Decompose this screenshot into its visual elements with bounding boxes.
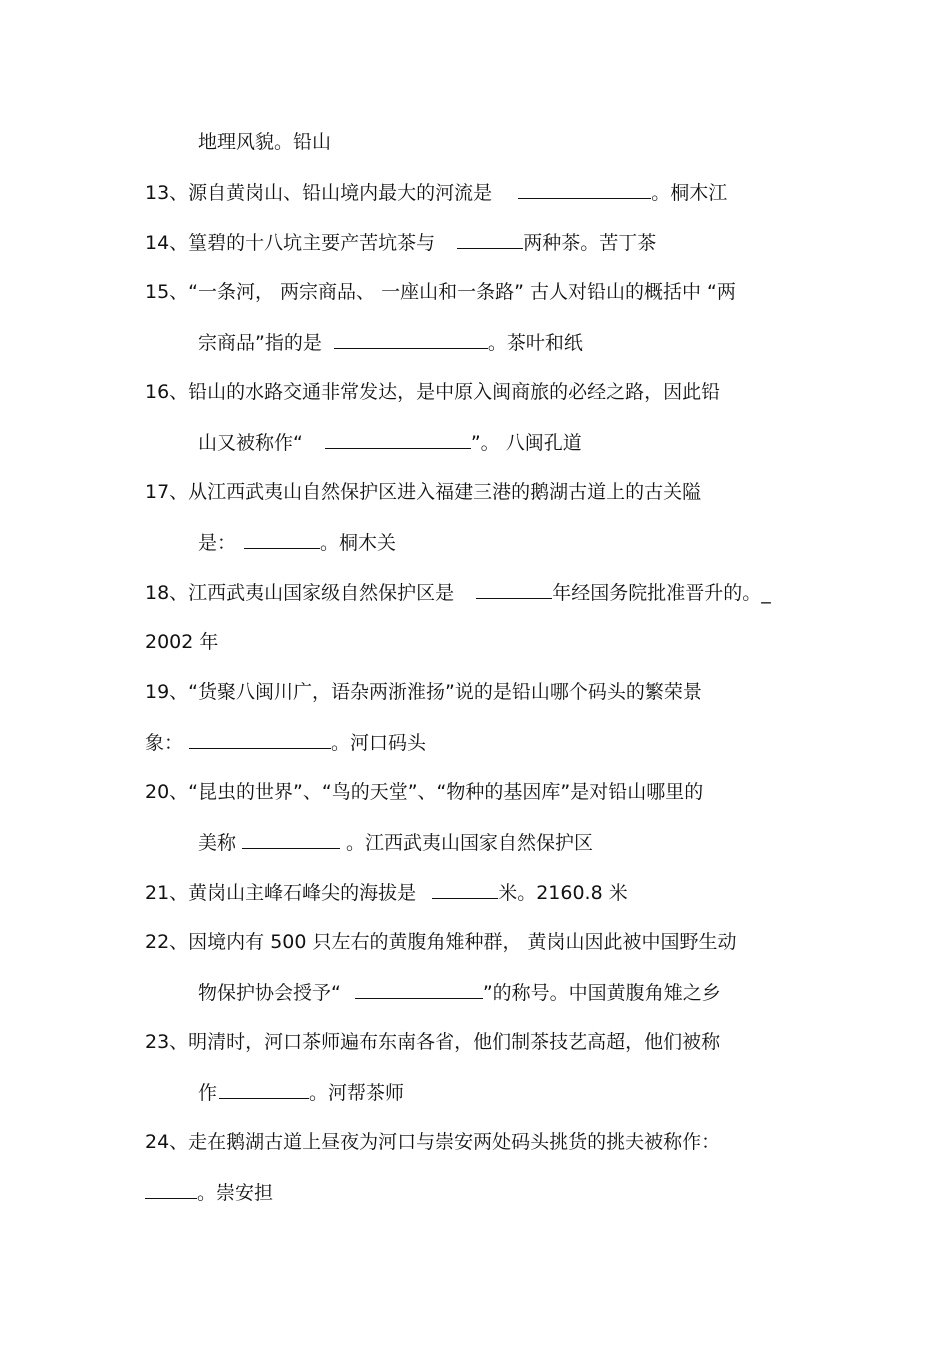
- question-15-cont: 宗商品”指的是 。茶叶和纸: [198, 332, 583, 354]
- answer-blank: [518, 180, 651, 199]
- answer-blank: [457, 230, 523, 249]
- answer-blank: [242, 830, 340, 849]
- question-13: 13、源自黄岗山、铅山境内最大的河流是 。桐木江: [145, 182, 728, 204]
- question-18-cont: 2002 年: [145, 631, 219, 653]
- question-16-cont: 山又被称作“ ”。 八闽孔道: [198, 432, 582, 454]
- question-17: 17、从江西武夷山自然保护区进入福建三港的鹅湖古道上的古关隘: [145, 481, 702, 503]
- question-22-cont: 物保护协会授予“ ”的称号。中国黄腹角雉之乡: [198, 982, 721, 1004]
- question-23: 23、明清时，河口茶师遍布东南各省，他们制茶技艺高超，他们被称: [145, 1031, 721, 1053]
- answer-blank: [244, 530, 320, 549]
- answer-blank: [145, 1180, 197, 1199]
- question-23-cont: 作 。河帮茶师: [198, 1082, 405, 1104]
- question-18: 18、江西武夷山国家级自然保护区是 年经国务院批准晋升的。_: [145, 582, 771, 604]
- question-19: 19、“货聚八闽川广，语杂两浙淮扬”说的是铅山哪个码头的繁荣景: [145, 681, 702, 703]
- question-20: 20、“昆虫的世界”、“鸟的天堂”、“物种的基因库”是对铅山哪里的: [145, 781, 704, 803]
- question-15: 15、“一条河， 两宗商品、 一座山和一条路” 古人对铅山的概括中 “两: [145, 281, 736, 303]
- text-line: 地理风貌。铅山: [198, 131, 332, 153]
- answer-blank: [219, 1080, 309, 1099]
- question-19-cont: 象： 。河口码头: [145, 732, 427, 754]
- question-16: 16、铅山的水路交通非常发达，是中原入闽商旅的必经之路，因此铅: [145, 381, 721, 403]
- answer-blank: [476, 580, 552, 599]
- answer-blank: [325, 430, 471, 449]
- question-24-cont: 。崇安担: [145, 1180, 273, 1205]
- answer-blank: [334, 330, 488, 349]
- answer-blank: [189, 730, 331, 749]
- question-20-cont: 美称 。江西武夷山国家自然保护区: [198, 832, 594, 854]
- question-14: 14、篁碧的十八坑主要产苦坑茶与 两种茶。苦丁茶: [145, 232, 657, 254]
- answer-blank: [432, 880, 498, 899]
- question-22: 22、因境内有 500 只左右的黄腹角雉种群， 黄岗山因此被中国野生动: [145, 931, 737, 953]
- question-24: 24、走在鹅湖古道上昼夜为河口与崇安两处码头挑货的挑夫被称作：: [145, 1131, 721, 1153]
- answer-blank: [355, 980, 483, 999]
- question-17-cont: 是： 。桐木关: [198, 532, 397, 554]
- question-21: 21、黄岗山主峰石峰尖的海拔是 米。2160.8 米: [145, 882, 628, 904]
